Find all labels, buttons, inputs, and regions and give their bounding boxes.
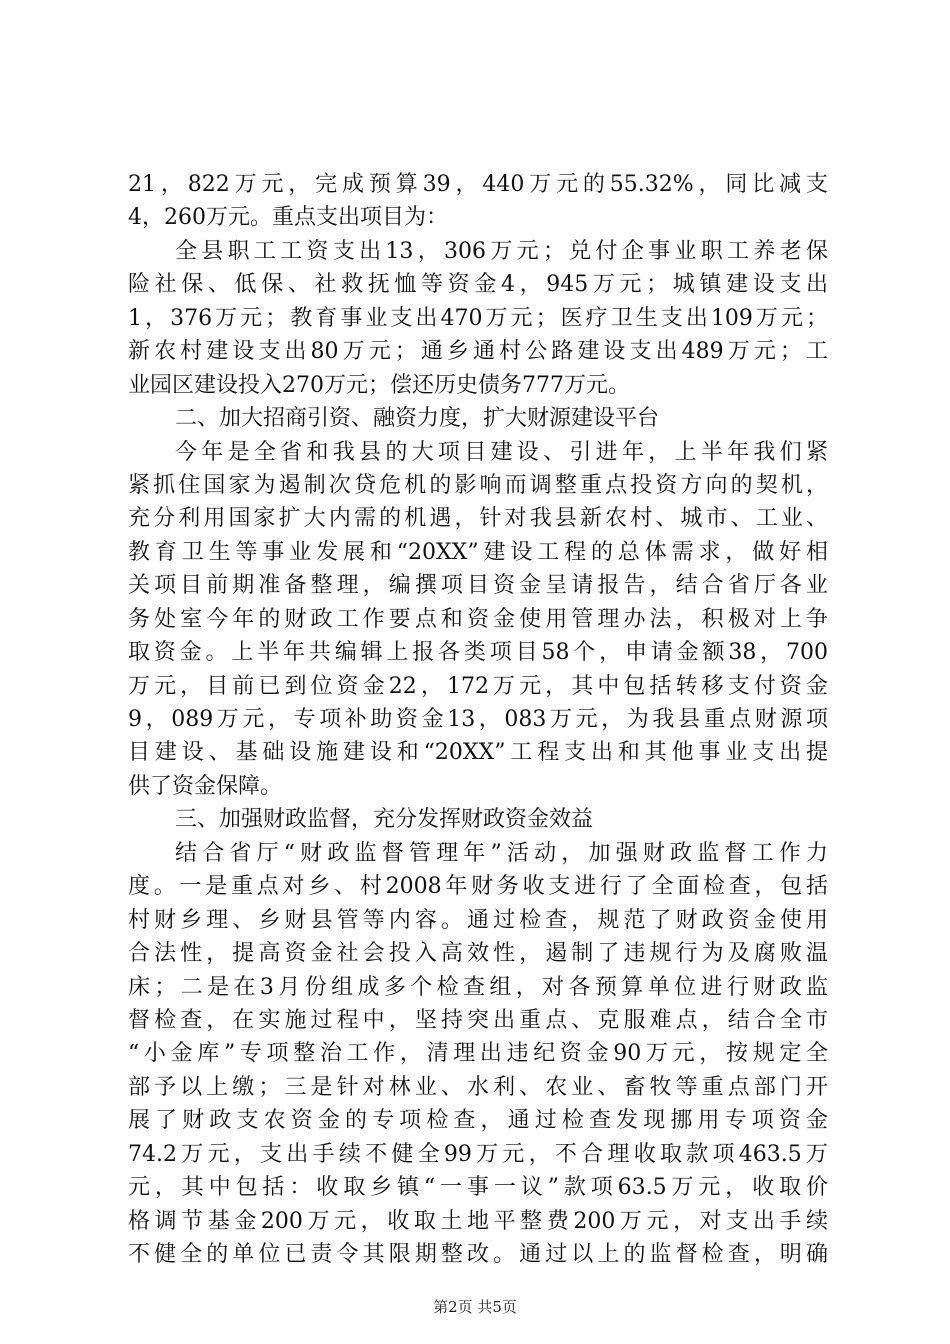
- text-line: 结合省厅“财政监督管理年”活动，加强财政监督工作力: [175, 840, 828, 866]
- text-line: 4，260万元。重点支出项目为：: [128, 205, 448, 231]
- text-line: 74.2万元，支出手续不健全99万元，不合理收取款项463.5万: [128, 1141, 828, 1167]
- text-line: 格调节基金200万元，收取土地平整费200万元，对支出手续: [128, 1208, 828, 1234]
- text-line: 充分利用国家扩大内需的机遇，针对我县新农村、城市、工业、: [128, 506, 828, 532]
- text-line: 关项目前期准备整理，编撰项目资金呈请报告，结合省厅各业: [128, 573, 828, 599]
- text-line: 督检查，在实施过程中，坚持突出重点、克服难点，结合全市: [128, 1007, 828, 1033]
- text-line: 教育卫生等事业发展和“20XX”建设工程的总体需求，做好相: [128, 539, 828, 565]
- text-line: 元，其中包括：收取乡镇“一事一议”款项63.5万元，收取价: [128, 1175, 828, 1201]
- text-line: 1，376万元；教育事业支出470万元；医疗卫生支出109万元；: [128, 305, 828, 331]
- text-line: 目建设、基础设施建设和“20XX”工程支出和其他事业支出提: [128, 740, 828, 766]
- text-line: 万元，目前已到位资金22，172万元，其中包括转移支付资金: [128, 673, 828, 699]
- text-line: 展了财政支农资金的专项检查，通过检查发现挪用专项资金: [128, 1108, 828, 1134]
- text-line: 村财乡理、乡财县管等内容。通过检查，规范了财政资金使用: [128, 907, 828, 933]
- text-line: 业园区建设投入270万元；偿还历史债务777万元。: [128, 372, 630, 398]
- page-footer: 第2页 共5页: [433, 1298, 517, 1316]
- text-line: 9，089万元，专项补助资金13，083万元，为我县重点财源项: [128, 707, 828, 732]
- text-line: 取资金。上半年共编辑上报各类项目58个，申请金额38，700: [128, 640, 828, 666]
- section-heading: 三、加强财政监督，充分发挥财政资金效益: [175, 807, 594, 833]
- text-line: 供了资金保障。: [128, 773, 283, 799]
- text-line: 今年是全省和我县的大项目建设、引进年，上半年我们紧: [175, 439, 828, 465]
- text-line: 合法性，提高资金社会投入高效性，遏制了违规行为及腐败温: [128, 941, 828, 967]
- text-line: 21，822万元，完成预算39，440万元的55.32%，同比减支: [128, 172, 828, 197]
- text-line: 务处室今年的财政工作要点和资金使用管理办法，积极对上争: [128, 606, 828, 632]
- text-line: 险社保、低保、社救抚恤等资金4，945万元；城镇建设支出: [128, 272, 828, 298]
- text-line: 床；二是在3月份组成多个检查组，对各预算单位进行财政监: [128, 974, 828, 1000]
- text-line: 不健全的单位已责令其限期整改。通过以上的监督检查，明确: [128, 1242, 828, 1267]
- text-line: 度。一是重点对乡、村2008年财务收支进行了全面检查，包括: [128, 874, 828, 900]
- text-line: 紧抓住国家为遏制次贷危机的影响而调整重点投资方向的契机，: [128, 472, 828, 498]
- text-line: 部予以上缴；三是针对林业、水利、农业、畜牧等重点部门开: [128, 1074, 828, 1100]
- text-line: 新农村建设支出80万元；通乡通村公路建设支出489万元；工: [128, 339, 828, 365]
- section-heading: 二、加大招商引资、融资力度，扩大财源建设平台: [175, 406, 660, 432]
- text-line: 全县职工工资支出13，306万元；兑付企事业职工养老保: [175, 238, 828, 264]
- text-line: “小金库”专项整治工作，清理出违纪资金90万元，按规定全: [128, 1041, 828, 1067]
